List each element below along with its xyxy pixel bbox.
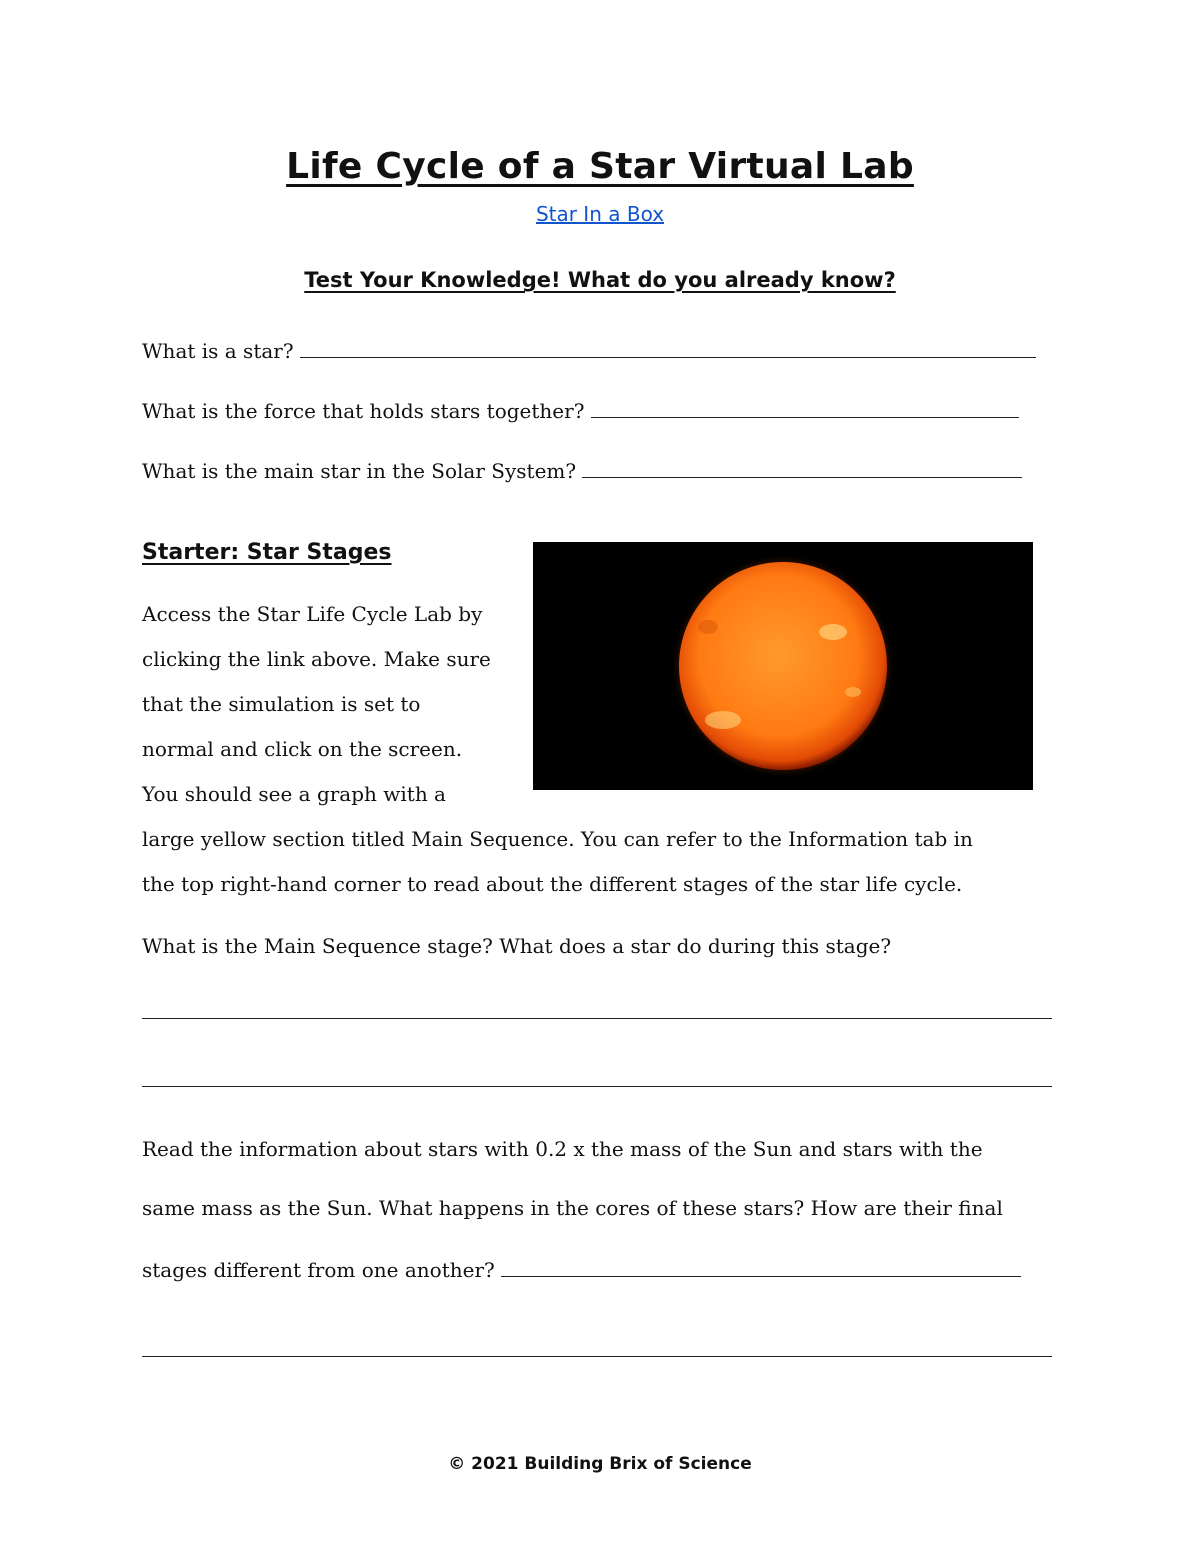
read-line-2: same mass as the Sun. What happens in the cores of these stars? How are their final [142,1196,1003,1220]
sun-icon [533,542,1033,790]
starter-line: normal and click on the screen. [142,737,463,761]
question-2 [142,398,1057,423]
page-title: Life Cycle of a Star Virtual Lab [286,146,914,187]
starter-line: clicking the link above. Make sure [142,647,491,671]
starter-paragraph-wide [142,817,1062,907]
answer-blank-2[interactable] [591,398,1019,418]
read-line-1: Read the information about stars with 0.2 x the mass of the Sun and stars with the [142,1137,983,1161]
starter-heading: Starter: Star Stages [142,540,392,565]
answer-blank-4[interactable] [501,1257,1021,1277]
starter-line: You should see a graph with a [142,782,446,806]
question-3 [142,458,1057,483]
answer-line[interactable] [142,1018,1052,1019]
star-in-a-box-link[interactable]: Star In a Box [535,202,665,226]
starter-line: that the simulation is set to [142,692,421,716]
answer-blank-3[interactable] [582,458,1022,478]
starter-line: Access the Star Life Cycle Lab by [142,602,483,626]
sun-photo [533,542,1033,790]
starter-paragraph-narrow [142,592,522,817]
answer-blank-1[interactable] [300,338,1036,358]
knowledge-subtitle: Test Your Knowledge! What do you already know? [304,268,896,292]
question-2-text: What is the force that holds stars together? [142,399,585,423]
question-1-text: What is a star? [142,339,294,363]
main-sequence-question: What is the Main Sequence stage? What does a star do during this stage? [142,934,892,958]
question-1 [142,338,1057,363]
read-line-3-text: stages different from one another? [142,1258,495,1282]
copyright-footer: © 2021 Building Brix of Science [448,1454,752,1474]
answer-line[interactable] [142,1356,1052,1357]
answer-line[interactable] [142,1086,1052,1087]
read-line-3 [142,1257,1057,1282]
starter-line: large yellow section titled Main Sequence. You can refer to the Information tab in [142,827,973,851]
starter-line: the top right-hand corner to read about the different stages of the star life cycle. [142,872,963,896]
question-3-text: What is the main star in the Solar System? [142,459,577,483]
